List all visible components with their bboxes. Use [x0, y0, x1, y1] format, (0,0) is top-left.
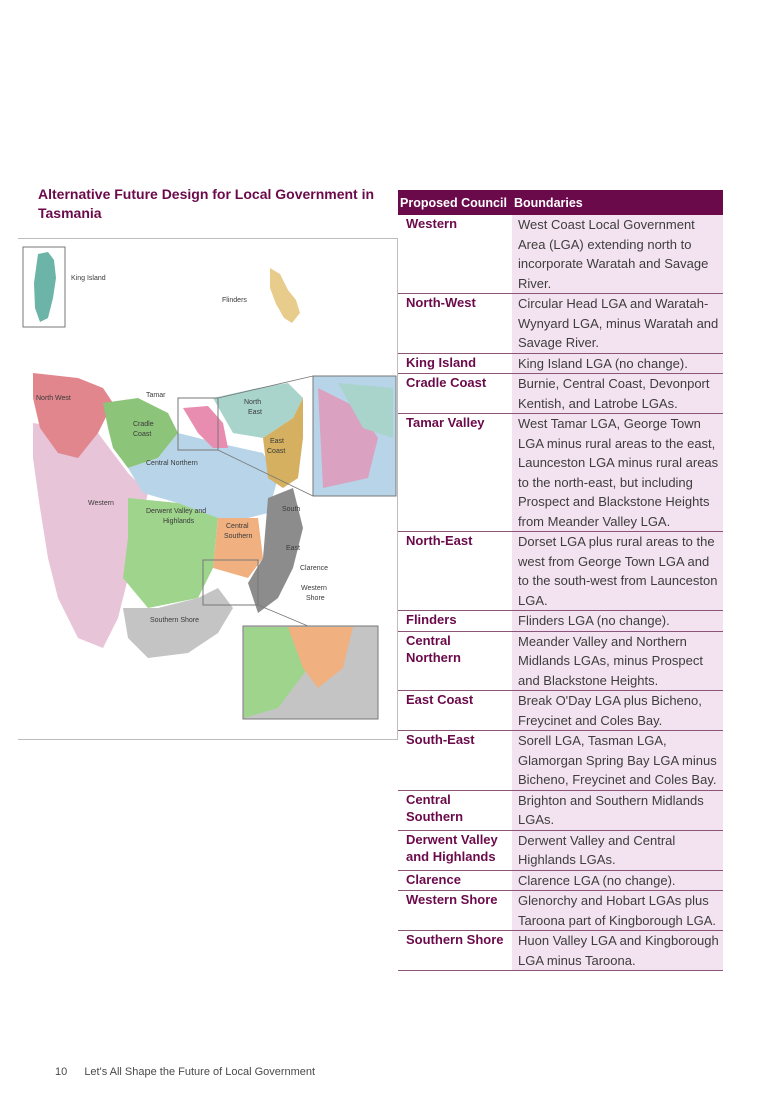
table-row: [398, 353, 723, 374]
table-row: [398, 731, 723, 791]
council-boundary: Brighton and Southern Midlands LGAs.: [512, 790, 723, 830]
council-boundary: Glenorchy and Hobart LGAs plus Taroona part of Kingborough LGA.: [512, 891, 723, 931]
council-boundary: Derwent Valley and Central Highlands LGAs.: [512, 830, 723, 870]
header-boundaries: Boundaries: [512, 190, 723, 215]
label-derwent-1: Derwent Valley and: [146, 508, 207, 515]
council-name: Derwent Valley and Highlands: [398, 830, 512, 870]
label-east-word: East: [270, 438, 285, 445]
council-name: North-West: [398, 294, 512, 354]
label-coast: Coast: [133, 431, 152, 438]
tasmania-map: [18, 238, 398, 740]
label-western: Western: [88, 500, 114, 507]
council-name: Central Northern: [398, 631, 512, 691]
council-name: Clarence: [398, 870, 512, 891]
council-name: Flinders: [398, 611, 512, 632]
council-boundary: Dorset LGA plus rural areas to the west from George Town LGA and to the south-west from Launceston LGA.: [512, 532, 723, 611]
label-southern-shore: Southern Shore: [150, 617, 200, 624]
table-row: [398, 891, 723, 931]
header-council: Proposed Council: [398, 190, 512, 215]
council-name: North-East: [398, 532, 512, 611]
table-row: [398, 631, 723, 691]
council-name: King Island: [398, 353, 512, 374]
council-name: Central Southern: [398, 790, 512, 830]
table-row: [398, 790, 723, 830]
council-boundary: Clarence LGA (no change).: [512, 870, 723, 891]
label-east-2: East: [286, 545, 301, 552]
label-tamar: Tamar: [146, 392, 166, 399]
label-western-shore-2: Shore: [306, 595, 325, 602]
footer-text: Let's All Shape the Future of Local Government: [84, 1066, 316, 1078]
council-name: Tamar Valley: [398, 414, 512, 532]
table-row: [398, 611, 723, 632]
label-derwent-2: Highlands: [163, 518, 195, 525]
table-row: [398, 830, 723, 870]
council-name: Western Shore: [398, 891, 512, 931]
council-name: Southern Shore: [398, 931, 512, 971]
label-king-island: King Island: [71, 275, 106, 282]
label-central-1: Central: [226, 523, 249, 530]
council-name: Cradle Coast: [398, 374, 512, 414]
label-cradle: Cradle: [133, 421, 154, 428]
table-header-row: [398, 190, 723, 215]
council-boundary: Break O'Day LGA plus Bicheno, Freycinet and Coles Bay.: [512, 691, 723, 731]
council-boundary: West Coast Local Government Area (LGA) extending north to incorporate Waratah and Savage River.: [512, 215, 723, 294]
table-row: [398, 294, 723, 354]
council-boundary: Flinders LGA (no change).: [512, 611, 723, 632]
council-boundary: King Island LGA (no change).: [512, 353, 723, 374]
council-boundary: Circular Head LGA and Waratah-Wynyard LGA, minus Waratah and Savage River.: [512, 294, 723, 354]
table-row: [398, 215, 723, 294]
label-north: North: [244, 399, 262, 406]
label-clarence: Clarence: [300, 565, 329, 572]
table-row: [398, 870, 723, 891]
label-flinders: Flinders: [222, 297, 247, 304]
boundaries-table: [398, 190, 723, 971]
label-central-northern: Central Northern: [146, 460, 198, 467]
page-number: 10: [55, 1066, 68, 1078]
label-central-2: Southern: [224, 533, 253, 540]
page-footer: [55, 1066, 315, 1078]
council-boundary: Burnie, Central Coast, Devonport Kentish, and Latrobe LGAs.: [512, 374, 723, 414]
flinders-region: [270, 268, 300, 323]
council-boundary: Sorell LGA, Tasman LGA, Glamorgan Spring Bay LGA minus Bicheno, Freycinet and Coles Bay.: [512, 731, 723, 791]
table-row: [398, 374, 723, 414]
table-row: [398, 691, 723, 731]
council-name: Western: [398, 215, 512, 294]
label-western-shore-1: Western: [301, 585, 327, 592]
table-row: [398, 414, 723, 532]
label-north-west: North West: [36, 395, 71, 402]
map-title: Alternative Future Design for Local Government in Tasmania: [38, 186, 375, 221]
council-boundary: West Tamar LGA, George Town LGA minus rural areas to the east, Launceston LGA minus rural areas to the north-east, but including Prospect and Blackstone Heights from Meander Valley LGA.: [512, 414, 723, 532]
label-coast-word: Coast: [267, 448, 286, 455]
council-boundary: Huon Valley LGA and Kingborough LGA minus Taroona.: [512, 931, 723, 971]
table-row: [398, 532, 723, 611]
label-south: South: [282, 506, 301, 513]
council-name: South-East: [398, 731, 512, 791]
council-boundary: Meander Valley and Northern Midlands LGAs, minus Prospect and Blackstone Heights.: [512, 631, 723, 691]
label-east: East: [248, 409, 263, 416]
council-name: East Coast: [398, 691, 512, 731]
table-row: [398, 931, 723, 971]
